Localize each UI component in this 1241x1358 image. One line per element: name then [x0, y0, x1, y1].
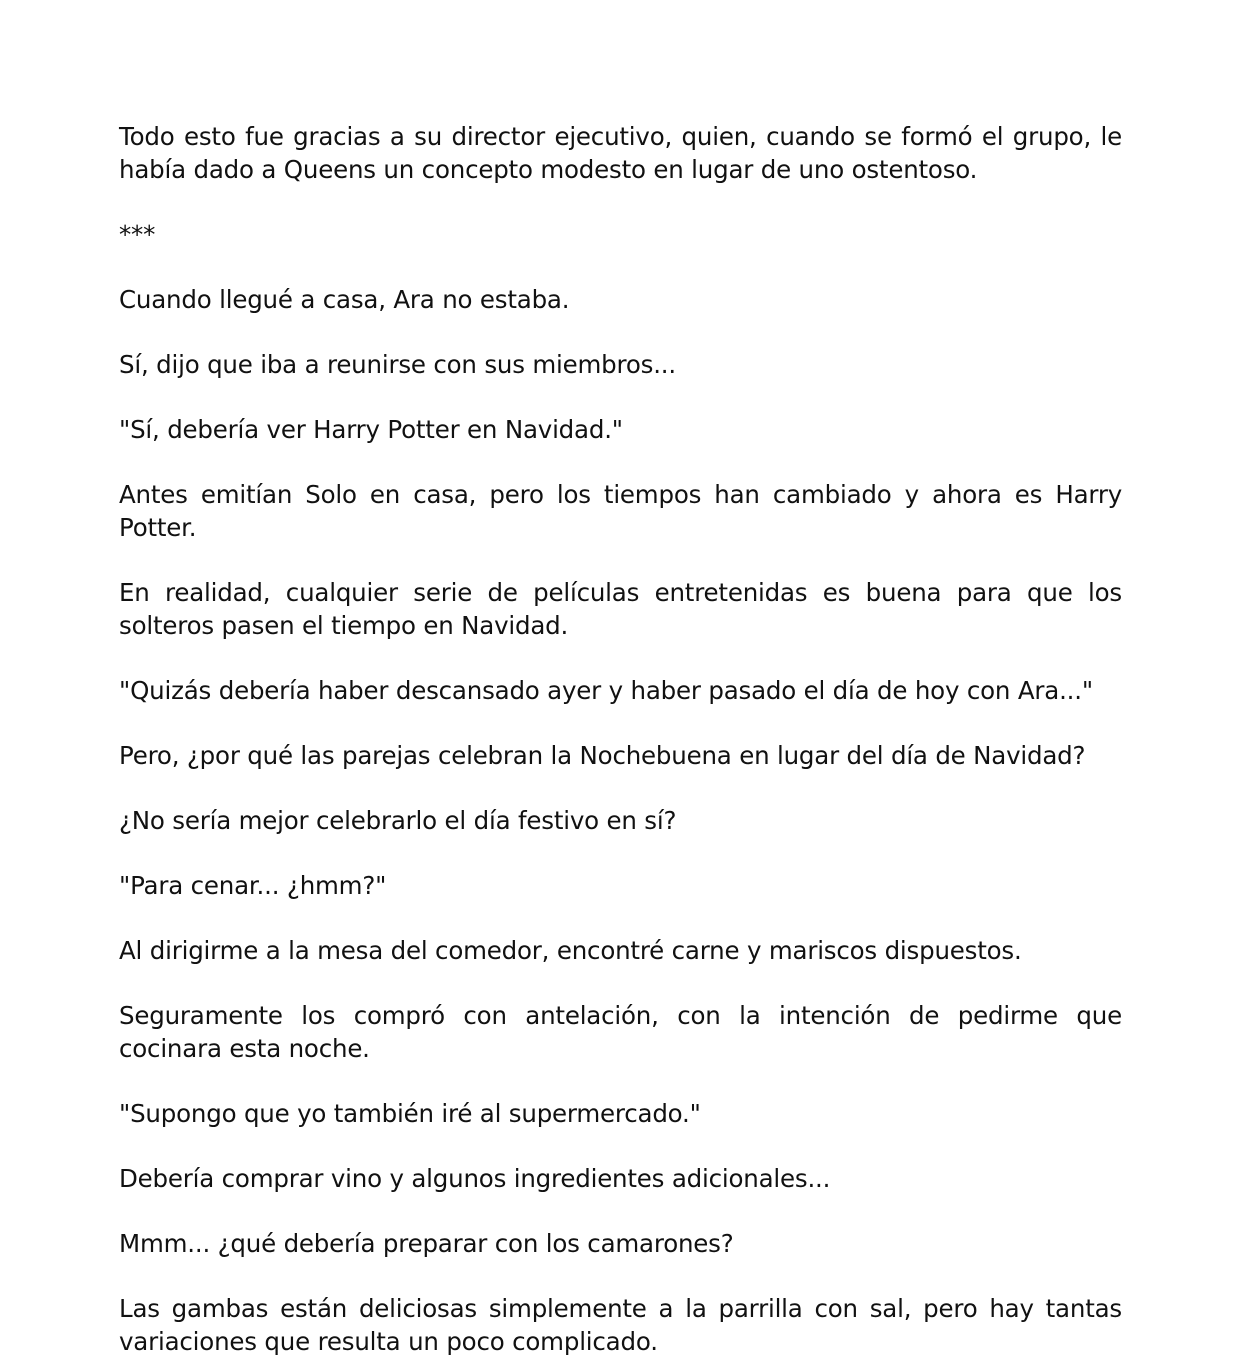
paragraph: Seguramente los compró con antelación, con la intención de pedirme que cocinara esta noche.: [119, 1001, 1122, 1063]
paragraph: En realidad, cualquier serie de películas entretenidas es buena para que los solteros pasen el tiempo en Navidad.: [119, 578, 1122, 640]
paragraph: Mmm... ¿qué debería preparar con los camarones?: [119, 1229, 734, 1258]
paragraph: Al dirigirme a la mesa del comedor, encontré carne y mariscos dispuestos.: [119, 936, 1022, 965]
dialogue-line: "Sí, debería ver Harry Potter en Navidad.": [119, 415, 623, 444]
document-page: [119, 120, 1122, 1358]
dialogue-line: "Quizás debería haber descansado ayer y haber pasado el día de hoy con Ara...": [119, 676, 1093, 705]
paragraph: Sí, dijo que iba a reunirse con sus miembros...: [119, 350, 676, 379]
paragraph: Debería comprar vino y algunos ingredientes adicionales...: [119, 1164, 831, 1193]
dialogue-line: "Supongo que yo también iré al supermercado.": [119, 1099, 701, 1128]
paragraph: ¿No sería mejor celebrarlo el día festivo en sí?: [119, 806, 677, 835]
paragraph: Cuando llegué a casa, Ara no estaba.: [119, 285, 570, 314]
section-separator: ***: [119, 220, 156, 249]
paragraph: Las gambas están deliciosas simplemente a la parrilla con sal, pero hay tantas variaciones que resulta un poco complicado.: [119, 1294, 1122, 1356]
paragraph: Pero, ¿por qué las parejas celebran la Nochebuena en lugar del día de Navidad?: [119, 741, 1086, 770]
dialogue-line: "Para cenar... ¿hmm?": [119, 871, 387, 900]
paragraph: Todo esto fue gracias a su director ejecutivo, quien, cuando se formó el grupo, le había dado a Queens un concepto modesto en lugar de uno ostentoso.: [119, 122, 1122, 184]
paragraph: Antes emitían Solo en casa, pero los tiempos han cambiado y ahora es Harry Potter.: [119, 480, 1122, 542]
